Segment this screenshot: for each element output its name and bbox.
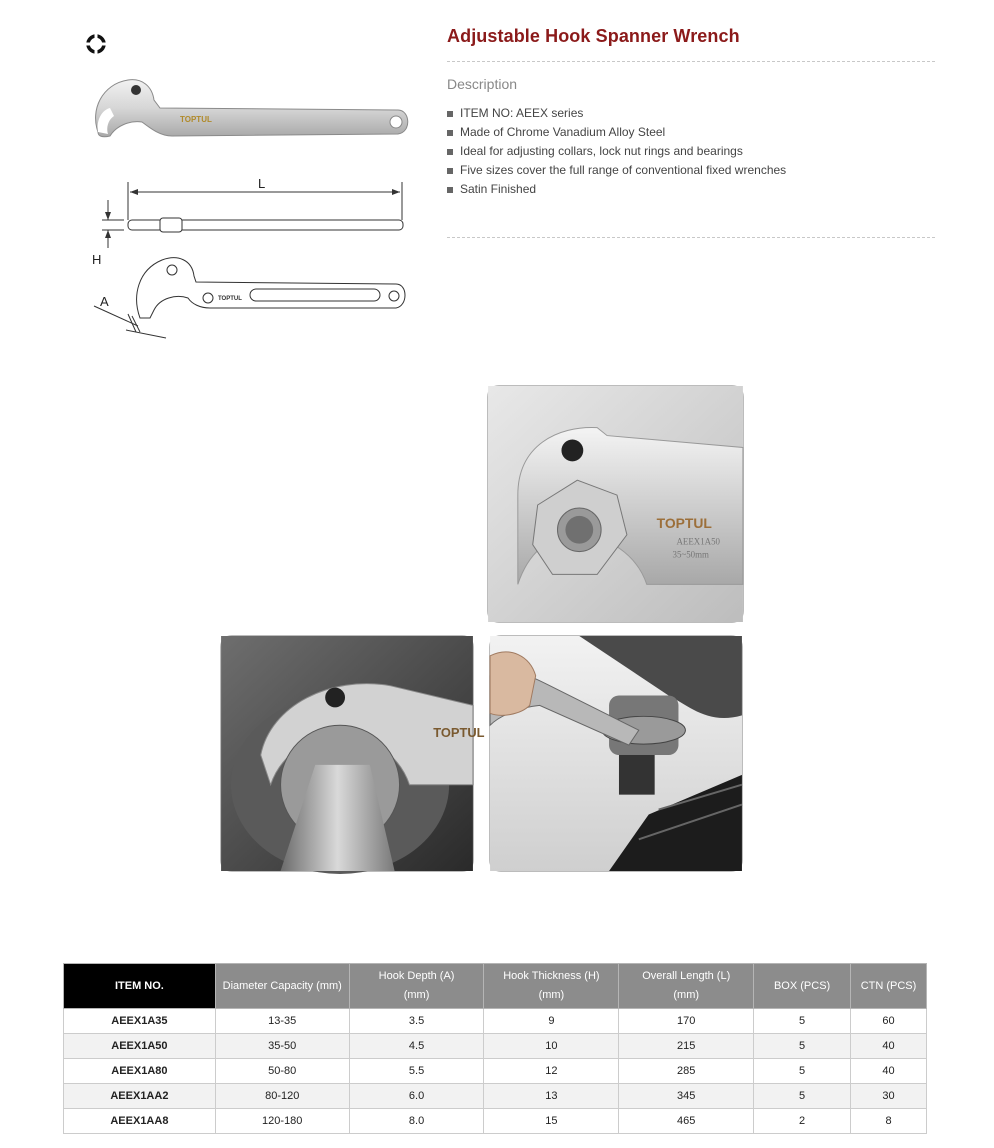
divider-bottom (447, 237, 935, 238)
cell-hook-depth: 6.0 (349, 1084, 484, 1109)
bullet-icon (447, 168, 453, 174)
header-hook-depth: Hook Depth (A) (mm) (349, 964, 484, 1009)
description-heading: Description (447, 76, 518, 92)
header-overall-length: Overall Length (L) (mm) (619, 964, 754, 1009)
photo-a-model: AEEX1A50 (676, 536, 721, 547)
dimension-L-label: L (258, 176, 266, 191)
dimension-A-label: A (100, 294, 109, 309)
cell-overall-length: 345 (619, 1084, 754, 1109)
cell-diameter: 50-80 (215, 1059, 349, 1084)
cell-item-no: AEEX1AA8 (64, 1109, 216, 1134)
cell-ctn: 30 (851, 1084, 927, 1109)
cell-ctn: 60 (851, 1009, 927, 1034)
front-view (94, 258, 405, 338)
cell-box: 5 (754, 1084, 851, 1109)
table-row (64, 1084, 927, 1109)
header-item-no: ITEM NO. (64, 964, 216, 1009)
cell-hook-thickness: 15 (484, 1109, 619, 1134)
bullet-icon (447, 111, 453, 117)
specifications-table (63, 963, 927, 1134)
cell-overall-length: 465 (619, 1109, 754, 1134)
cell-diameter: 80-120 (215, 1084, 349, 1109)
table-row (64, 1109, 927, 1134)
cell-overall-length: 215 (619, 1034, 754, 1059)
cell-item-no: AEEX1AA2 (64, 1084, 216, 1109)
cell-box: 5 (754, 1059, 851, 1084)
cell-hook-depth: 4.5 (349, 1034, 484, 1059)
cell-item-no: AEEX1A35 (64, 1009, 216, 1034)
diagram-brand-front: TOPTUL (218, 296, 242, 302)
cell-diameter: 13-35 (215, 1009, 349, 1034)
cell-box: 5 (754, 1009, 851, 1034)
cell-box: 5 (754, 1034, 851, 1059)
cell-ctn: 40 (851, 1059, 927, 1084)
side-view (92, 176, 403, 267)
cell-ctn: 8 (851, 1109, 927, 1134)
photo-wrench-on-bearing (220, 635, 485, 872)
cell-hook-depth: 8.0 (349, 1109, 484, 1134)
cell-overall-length: 285 (619, 1059, 754, 1084)
cell-diameter: 35-50 (215, 1034, 349, 1059)
table-row (64, 1059, 927, 1084)
bullet-icon (447, 149, 453, 155)
table-header-row (64, 964, 927, 1009)
bullet-icon (447, 130, 453, 136)
product-title: Adjustable Hook Spanner Wrench (447, 26, 740, 46)
wrench-photo (96, 80, 408, 137)
table-row (64, 1009, 927, 1034)
photo-wrench-on-nut (487, 385, 744, 623)
photo-a-brand: TOPTUL (656, 514, 712, 531)
photo-a-range: 35~50mm (672, 549, 710, 560)
feature-item: Ideal for adjusting collars, lock nut rings and bearings (447, 142, 786, 161)
header-box: BOX (PCS) (754, 964, 851, 1009)
cell-hook-thickness: 12 (484, 1059, 619, 1084)
bullet-icon (447, 187, 453, 193)
feature-item: Satin Finished (447, 180, 786, 199)
cell-box: 2 (754, 1109, 851, 1134)
cell-hook-thickness: 9 (484, 1009, 619, 1034)
cell-ctn: 40 (851, 1034, 927, 1059)
cell-item-no: AEEX1A50 (64, 1034, 216, 1059)
header-hook-thickness: Hook Thickness (H) (mm) (484, 964, 619, 1009)
cell-hook-thickness: 10 (484, 1034, 619, 1059)
photo-wrench-in-use (489, 635, 743, 872)
photo-b-brand: TOPTUL (433, 725, 485, 741)
feature-item: Five sizes cover the full range of conventional fixed wrenches (447, 161, 786, 180)
header-ctn: CTN (PCS) (851, 964, 927, 1009)
wrench-dimension-diagram (80, 70, 420, 350)
header-diameter: Diameter Capacity (mm) (215, 964, 349, 1009)
cell-hook-thickness: 13 (484, 1084, 619, 1109)
hook-spanner-icon (84, 32, 108, 56)
diagram-brand-top: TOPTUL (180, 115, 212, 124)
cell-hook-depth: 5.5 (349, 1059, 484, 1084)
cell-diameter: 120-180 (215, 1109, 349, 1134)
feature-item: Made of Chrome Vanadium Alloy Steel (447, 123, 786, 142)
feature-list (447, 104, 786, 199)
feature-item: ITEM NO: AEEX series (447, 104, 786, 123)
cell-overall-length: 170 (619, 1009, 754, 1034)
dimension-H-label: H (92, 252, 102, 267)
divider-top (447, 61, 935, 62)
cell-item-no: AEEX1A80 (64, 1059, 216, 1084)
table-row (64, 1034, 927, 1059)
cell-hook-depth: 3.5 (349, 1009, 484, 1034)
